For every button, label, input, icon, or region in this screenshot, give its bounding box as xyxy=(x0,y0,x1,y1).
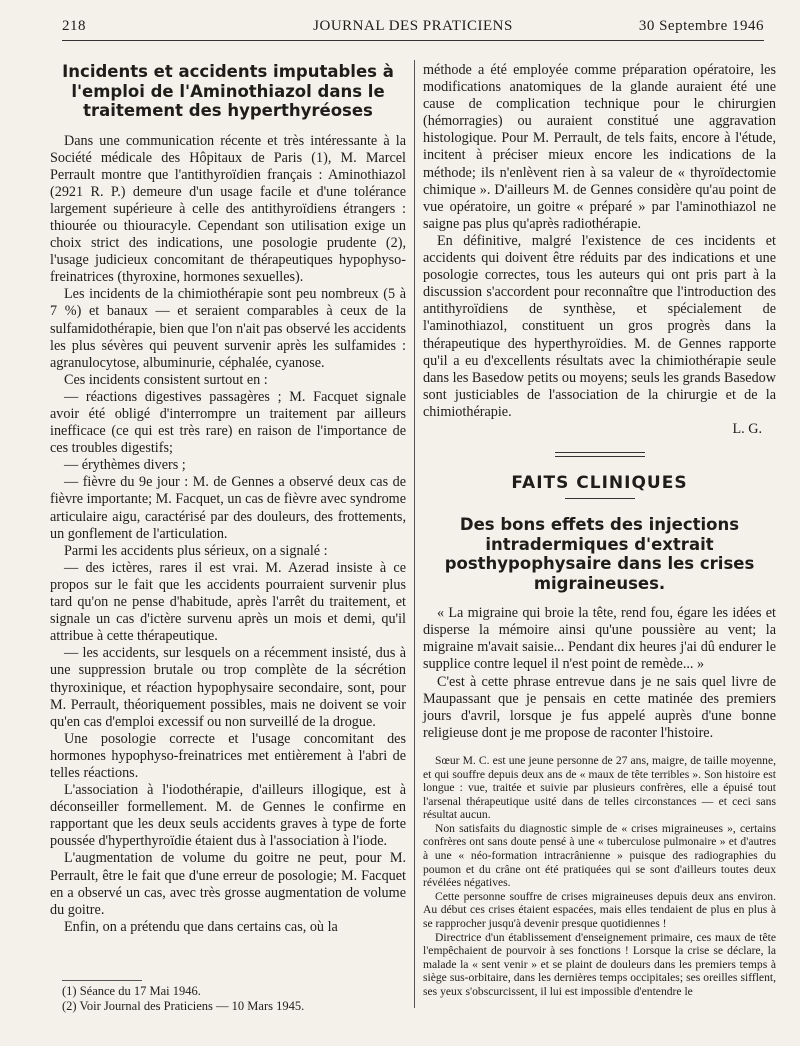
paragraph: — réactions digestives passagères ; M. Facquet signale avoir été obligé d'interrompre un traitement par ailleurs inefficace (ce qui est très rare) en raison de l'importance de ces troubles digestifs; xyxy=(50,388,406,457)
article-title: Incidents et accidents imputables à l'emploi de l'Aminothiazol dans le traitement des hyperthyréoses xyxy=(62,62,394,120)
paragraph: C'est à cette phrase entrevue dans je ne sais quel livre de Maupassant que je pensais en cette matinée des premiers jours d'avril, lorsque je fus appelé auprès d'une bonne religieuse dont je me propose de raconter l'histoire. xyxy=(423,673,776,741)
section-heading: FAITS CLINIQUES xyxy=(511,473,688,494)
footnotes xyxy=(62,984,406,1013)
footnote: (2) Voir Journal des Praticiens — 10 Mars 1945. xyxy=(62,998,305,1013)
author-signature: L. G. xyxy=(732,420,762,437)
issue-date: 30 Septembre 1946 xyxy=(638,18,764,34)
paragraph: Directrice d'un établissement d'enseignement primaire, ces maux de tête l'empêchaient de pourvoir à ses fonctions ! Lorsque la crise se déclare, la malade la « sent venir » et se plaint de douleurs dans les premiers temps à siège sus-orbitaire, dans les dernières temps occipitales; ses oreilles sifflent, ses yeux s'obscurcissent, il lui est impossible d'entendre le xyxy=(423,930,776,998)
journal-title: JOURNAL DES PRATICIENS xyxy=(313,18,513,34)
header-rule xyxy=(62,40,764,41)
paragraph: — fièvre du 9e jour : M. de Gennes a observé deux cas de fièvre importante; M. Facquet, un cas de fièvre avec syndrome articulaire aigu, caractérisé par des douleurs, des frottements, un gonflement de l'articulation. xyxy=(50,474,406,542)
paragraph: Non satisfaits du diagnostic simple de « crises migraineuses », certains confrères ont sans doute pensé à une « tuberculose pulmonaire » et d'autres à une « néo-formation intracrânienne » puisque des radiographies du poumon et du crâne ont été pratiquées qui se sont d'ailleurs toutes deux révélées négatives. xyxy=(423,821,776,890)
right-column xyxy=(423,62,776,999)
footnote-rule xyxy=(62,980,142,981)
paragraph: — érythèmes divers ; xyxy=(64,457,186,474)
page-number: 218 xyxy=(62,18,86,34)
paragraph: L'augmentation de volume du goitre ne peut, pour M. Perrault, être le fait que d'une erreur de posologie; M. Facquet en a observé un cas, avec très grosse augmentation de volume du goitre. xyxy=(50,850,406,918)
paragraph: L'association à l'iodothérapie, d'ailleurs illogique, est à déconseiller formellement. M. de Gennes le confirme en rapportant que les deux seuls accidents graves à type de forte poussée d'hyperthyroïdie étaient dus à l'association à l'iode. xyxy=(50,782,406,850)
paragraph: Sœur M. C. est une jeune personne de 27 ans, maigre, de taille moyenne, et qui souffre depuis deux ans de « maux de tête terribles ». Son histoire est longue : vue, traitée et suivie par plusieurs confrères, elle a épuisé tout l'arsenal thérapeutique usité dans de telles circonstances — et ceci sans résultat aucun. xyxy=(423,753,776,822)
paragraph: En définitive, malgré l'existence de ces incidents et accidents qui doivent être réduits par des indications et une posologie correctes, tous les auteurs qui ont pris part à la discussion s'accordent pour reconnaître que l'introduction des antithyroïdiens de synthèse, et spécialement de l'aminothiazol, constituent un gros progrès dans la thérapeutique des hyperthyroïdies. M. de Gennes rapporte qu'il a eu d'excellents résultats avec la chimiothérapie seule dans les Basedow petits ou moyens; seuls les grands Basedow sont justiciables de l'association de la chirurgie et de la chimiothérapie. xyxy=(423,232,776,420)
quotation: « La migraine qui broie la tête, rend fou, égare les idées et disperse la mémoire ainsi qu'une poussière au vent; la migraine m'avait saisie... Pendant dix heures j'ai dû endurer le supplice contre lequel il n'est point de remède... » xyxy=(423,605,776,673)
paragraph: — des ictères, rares il est vrai. M. Azerad insiste à ce propos sur le fait que les accidents pourraient survenir plus tard qu'on ne pense d'habitude, après l'arrêt du traitement, et signale un cas d'ictère survenu après un mois et demi, qu'il attribue à cette thérapeutique. xyxy=(50,559,406,645)
case-report xyxy=(423,754,776,999)
paragraph: méthode a été employée comme préparation opératoire, les modifications anatomiques de la glande auraient été une cause de complication technique pour le chirurgien (hémorragies) ou auraient constitué une aggravation histologique. Pour M. Perrault, de tels faits, encore à l'étude, incitent à préciser mieux encore les indications de la méthode; ils n'enlèvent rien à sa valeur de « thyroïdectomie chimique ». D'ailleurs M. de Gennes considère qu'au point de vue opératoire, un goitre « préparé » par l'aminothiazol ne saigne pas plus qu'après radiothérapie. xyxy=(423,62,776,232)
paragraph: Enfin, on a prétendu que dans certains cas, où la xyxy=(64,918,338,935)
paragraph: Dans une communication récente et très intéressante à la Société médicale des Hôpitaux de Paris (1), M. Marcel Perrault montre que l'antithyroïdien français : Aminothiazol (2921 R. P.) demeure d'un usage facile et d'une tolérance largement supérieure à celle des antithyroïdiens étrangers : thiourée ou thiouracyle. Cependant son utilisation exige un choix strict des indications, une posologie prudente (2), l'usage judicieux concomitant de thérapeutiques hypophyso-freinatrices (thyroxine, hormones sexuelles). xyxy=(50,132,406,286)
footnote: (1) Séance du 17 Mai 1946. xyxy=(62,984,201,998)
running-header xyxy=(62,14,764,40)
paragraph: — les accidents, sur lesquels on a récemment insisté, dus à une suppression brutale ou trop complète de la sécrétion thyroxinique, et réaction hypophysaire secondaire, sont, pour M. Perrault, théoriquement possibles, mais ne doivent se voir qu'en cas d'emploi excessif ou non surveillé de la drogue. xyxy=(50,645,406,730)
paragraph: Cette personne souffre de crises migraineuses depuis deux ans environ. Au début ces crises étaient espacées, mais elles tendaient de plus en plus à se rapprocher jusqu'à devenir presque quotidiennes ! xyxy=(423,889,776,931)
paragraph: Les incidents de la chimiothérapie sont peu nombreux (5 à 7 %) et banaux — et seraient comparables à ceux de la sulfamidothérapie, bien que l'on n'ait pas observé les accidents les plus sévères qui peuvent survenir après les sulfamides : agranulocytose, albuminurie, céphalée, cyanose. xyxy=(50,286,406,371)
paragraph: Ces incidents consistent surtout en : xyxy=(64,371,268,388)
article-title: Des bons effets des injections intradermiques d'extrait posthypophysaire dans les crises migraineuses. xyxy=(444,515,755,593)
paragraph: Une posologie correcte et l'usage concomitant des hormones hypophyso-freinatrices met entièrement à l'abri de telles réactions. xyxy=(50,730,406,781)
heading-rule xyxy=(565,498,635,499)
column-divider xyxy=(414,60,415,1008)
paragraph: Parmi les accidents plus sérieux, on a signalé : xyxy=(64,542,328,559)
left-column xyxy=(50,62,406,936)
